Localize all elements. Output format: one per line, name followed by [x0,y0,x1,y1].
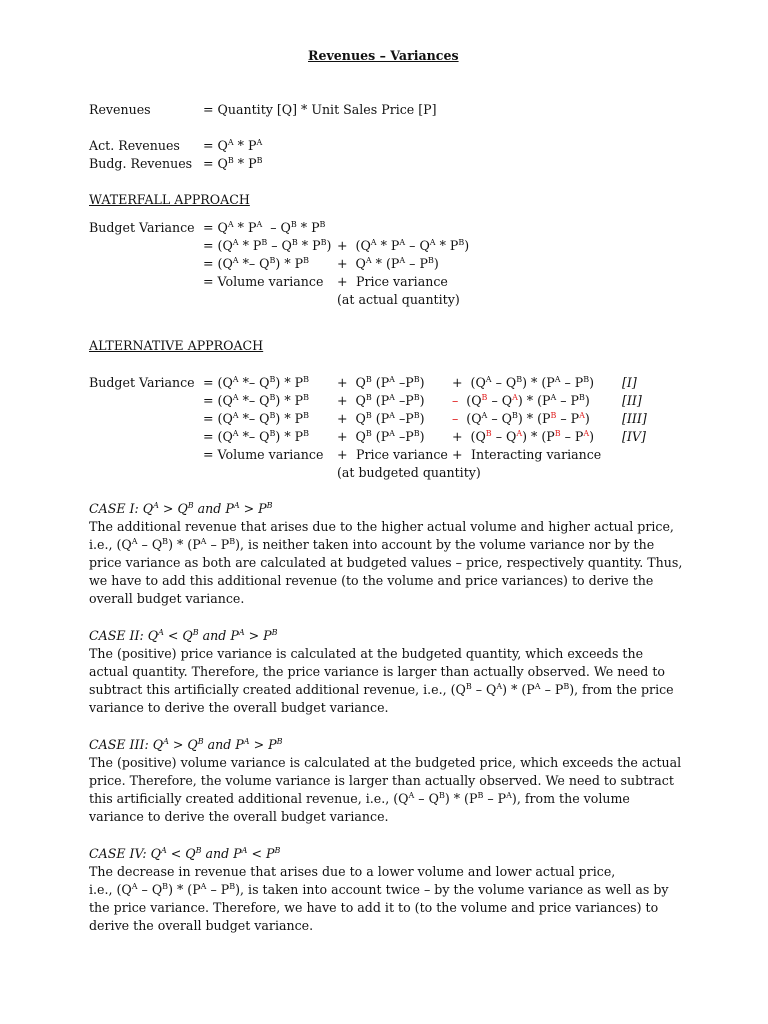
waterfall-eq-line-3a: = $(Q^A *- Q^B) * P^B$ [203,255,309,271]
case-4-line-4: derive the overall budget variance. [89,918,314,933]
alt-plus-1: + [337,447,348,462]
waterfall-heading: WATERFALL APPROACH [89,192,250,207]
alt-row-3-inter: – $(Q^A - Q^B) * (P^B - P^A)$ [452,410,590,426]
alt-row-2-inter: – $(Q^B - Q^A) * (P^A - P^B)$ [452,392,590,408]
revenues-equation: = Quantity [Q] * Unit Sales Price [P] [203,102,437,117]
case-1-title: CASE I: $Q^A > Q^B$ and $P^A > P^B$ [89,500,273,516]
case-2-line-1: The (positive) price variance is calculated at the budgeted quantity, which exceeds the [89,646,644,661]
case-3-line-4: variance to derive the overall budget variance. [89,809,389,824]
case-1-line-2: i.e., $(Q^A - Q^B) * (P^A - P^B)$, is neither taken into account by the volume variance nor by the [89,536,655,552]
waterfall-eq-line-2a: = $(Q^A * P^B - Q^B * P^B)$ [203,237,332,253]
page-title: Revenues – Variances [308,48,459,63]
waterfall-budget-variance-label: Budget Variance [89,220,195,235]
case-3-title: CASE III: $Q^A > Q^B$ and $P^A > P^B$ [89,736,283,752]
alt-row-4-price: + $Q^B$ ($P^A$ $-P^B$) [337,428,425,444]
case-1-line-5: overall budget variance. [89,591,245,606]
case-2-title: CASE II: $Q^A < Q^B$ and $P^A > P^B$ [89,627,278,643]
alt-row-3-vol: = $(Q^A *- Q^B) * P^B$ [203,410,309,426]
alt-plus-2: + [452,447,463,462]
alternative-budget-variance-label: Budget Variance [89,375,195,390]
alternative-heading: ALTERNATIVE APPROACH [89,338,264,353]
case-4-line-2: i.e., $(Q^A - Q^B) * (P^A - P^B)$, is taken into account twice – by the volume variance as well as by [89,881,669,897]
case-2-line-2: actual quantity. Therefore, the price variance is larger than actually observed. We need to [89,664,665,679]
case-1-line-4: we have to add this additional revenue (to the volume and price variances) to derive the [89,573,654,588]
budget-revenues-equation: = $Q^B * P^B$ [203,155,263,171]
case-4-title: CASE IV: $Q^A < Q^B$ and $P^A < P^B$ [89,845,281,861]
alt-row-4-vol: = $(Q^A *- Q^B) * P^B$ [203,428,309,444]
case-2-line-3: subtract this artificially created additional revenue, i.e., $(Q^B - Q^A) * (P^A - P^B)$, from the price [89,681,674,697]
waterfall-price-variance: Price variance [356,274,448,289]
actual-revenues-equation: = $Q^A * P^A$ [203,137,263,153]
waterfall-note: (at actual quantity) [337,292,460,307]
case-4-line-1: The decrease in revenue that arises due to a lower volume and lower actual price, [89,864,616,879]
case-1-line-1: The additional revenue that arises due to the higher actual volume and higher actual price, [89,519,674,534]
waterfall-volume-variance: = Volume variance [203,274,324,289]
alt-row-3-price: + $Q^B$ ($P^A$ $-P^B$) [337,410,425,426]
waterfall-plus: + [337,274,348,289]
alt-row-1-vol: = $(Q^A *- Q^B) * P^B$ [203,374,309,390]
case-1-line-3: price variance as both are calculated at budgeted values – price, respectively quantity. Thus, [89,555,683,570]
case-3-line-2: price. Therefore, the volume variance is larger than actually observed. We need to subtract [89,773,674,788]
alt-row-3-tag: [III] [622,411,647,426]
alt-volume-variance: = Volume variance [203,447,324,462]
alt-row-1-price: + $Q^B$ ($P^A$ $-P^B$) [337,374,425,390]
budget-revenues-label: Budg. Revenues [89,156,193,171]
alt-row-4-inter: + $(Q^B - Q^A) * (P^B - P^A)$ [452,428,595,444]
alt-row-1-tag: [I] [622,375,637,390]
alt-interacting-variance: Interacting variance [471,447,602,462]
alt-row-4-tag: [IV] [622,429,646,444]
revenues-label: Revenues [89,102,151,117]
alt-row-2-vol: = $(Q^A *- Q^B) * P^B$ [203,392,309,408]
waterfall-eq-line-2b: + $(Q^A * P^A - Q^A * P^B)$ [337,237,470,253]
waterfall-eq-line-3b: + $Q^A * (P^A - P^B)$ [337,255,439,271]
case-2-line-4: variance to derive the overall budget variance. [89,700,389,715]
case-3-line-3: this artificially created additional revenue, i.e., $(Q^A - Q^B) * (P^B - P^A)$, from the volume [89,790,630,806]
alt-note: (at budgeted quantity) [337,465,481,480]
alt-price-variance: Price variance [356,447,448,462]
case-3-line-1: The (positive) volume variance is calculated at the budgeted price, which exceeds the actual [89,755,682,770]
alt-row-2-tag: [II] [622,393,642,408]
alt-row-1-inter: + $(Q^A - Q^B) * (P^A - P^B)$ [452,374,595,390]
waterfall-eq-line-1: = $Q^A * P^A - Q^B * P^B$ [203,219,326,235]
actual-revenues-label: Act. Revenues [89,138,180,153]
case-4-line-3: the price variance. Therefore, we have to add it to (to the volume and price variances) to [89,900,659,915]
alt-row-2-price: + $Q^B$ ($P^A$ $-P^B$) [337,392,425,408]
